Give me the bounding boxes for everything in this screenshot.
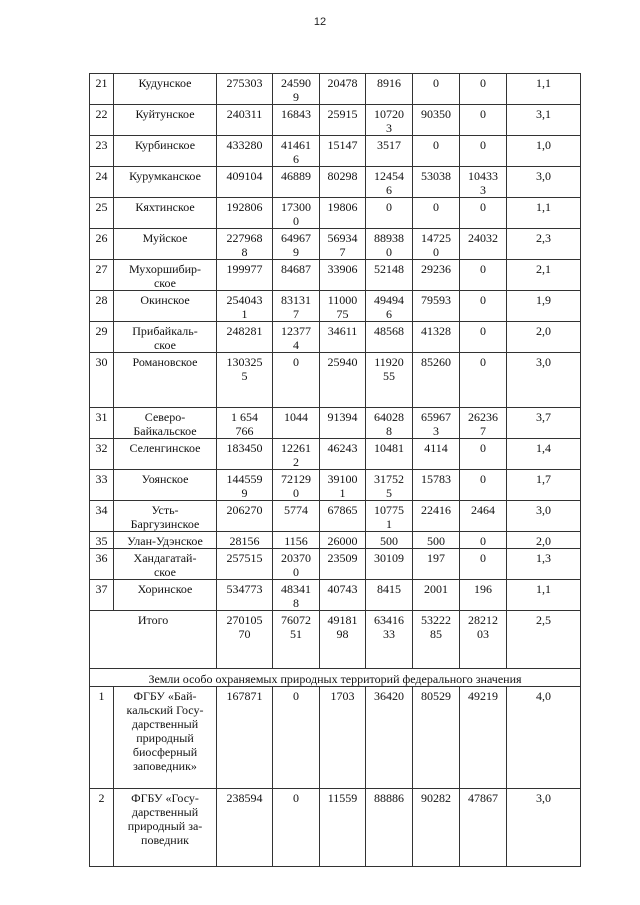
value-cell-2: 16843 [273, 105, 320, 136]
settlement-name: Прибайкаль- ское [114, 322, 217, 353]
table-row [90, 549, 581, 580]
row-number: 26 [90, 229, 114, 260]
table-row [90, 322, 581, 353]
value-cell-6: 196 [460, 580, 507, 611]
row-number: 1 [90, 687, 114, 789]
table-row [90, 470, 581, 501]
value-cell-4: 11920 55 [366, 353, 413, 408]
table-row [90, 291, 581, 322]
row-number: 37 [90, 580, 114, 611]
settlement-name: Кудунское [114, 74, 217, 105]
coefficient-cell: 1,9 [507, 291, 581, 322]
value-cell-1: 409104 [217, 167, 273, 198]
settlement-name: Селенгинское [114, 439, 217, 470]
table-row [90, 229, 581, 260]
value-cell-4: 88886 [366, 789, 413, 867]
value-cell-4: 64028 8 [366, 408, 413, 439]
value-cell-4: 8916 [366, 74, 413, 105]
total-row [90, 611, 581, 669]
table-row [90, 353, 581, 408]
value-cell-6: 0 [460, 291, 507, 322]
territory-name: ФГБУ «Бай- кальский Госу- дарственный природный биосферный заповедник» [114, 687, 217, 789]
table-row [90, 105, 581, 136]
value-cell-1: 192806 [217, 198, 273, 229]
value-cell-3: 1703 [320, 687, 366, 789]
section-title: Земли особо охраняемых природных территорий федерального значения [90, 669, 581, 687]
value-cell-2: 17300 0 [273, 198, 320, 229]
settlement-name: Усть- Баргузинское [114, 501, 217, 532]
value-cell-2: 1156 [273, 532, 320, 549]
value-cell-1: 227968 8 [217, 229, 273, 260]
value-cell-3: 40743 [320, 580, 366, 611]
value-cell-4: 12454 6 [366, 167, 413, 198]
value-cell-2: 5774 [273, 501, 320, 532]
value-cell-2: 0 [273, 789, 320, 867]
value-cell-2: 84687 [273, 260, 320, 291]
total-value-1: 270105 70 [217, 611, 273, 669]
value-cell-4: 36420 [366, 687, 413, 789]
settlement-name: Романовское [114, 353, 217, 408]
value-cell-5: 14725 0 [413, 229, 460, 260]
protected-territory-row [90, 687, 581, 789]
value-cell-2: 1044 [273, 408, 320, 439]
value-cell-2: 41461 6 [273, 136, 320, 167]
coefficient-cell: 2,1 [507, 260, 581, 291]
value-cell-6: 0 [460, 470, 507, 501]
value-cell-1: 183450 [217, 439, 273, 470]
value-cell-4: 0 [366, 198, 413, 229]
coefficient-cell: 3,0 [507, 789, 581, 867]
page-number: 12 [313, 16, 327, 28]
value-cell-1: 433280 [217, 136, 273, 167]
settlement-name: Муйское [114, 229, 217, 260]
value-cell-1: 248281 [217, 322, 273, 353]
value-cell-6: 0 [460, 532, 507, 549]
value-cell-2: 12261 2 [273, 439, 320, 470]
value-cell-5: 4114 [413, 439, 460, 470]
value-cell-6: 0 [460, 136, 507, 167]
value-cell-5: 80529 [413, 687, 460, 789]
table-row [90, 260, 581, 291]
table-row [90, 580, 581, 611]
coefficient-cell: 1,4 [507, 439, 581, 470]
value-cell-1: 144559 9 [217, 470, 273, 501]
row-number: 25 [90, 198, 114, 229]
value-cell-5: 0 [413, 74, 460, 105]
value-cell-2: 48341 8 [273, 580, 320, 611]
protected-territory-row [90, 789, 581, 867]
table-row [90, 408, 581, 439]
value-cell-5: 29236 [413, 260, 460, 291]
value-cell-5: 2001 [413, 580, 460, 611]
row-number: 29 [90, 322, 114, 353]
total-value-5: 53222 85 [413, 611, 460, 669]
value-cell-1: 206270 [217, 501, 273, 532]
value-cell-5: 15783 [413, 470, 460, 501]
value-cell-4: 49494 6 [366, 291, 413, 322]
row-number: 30 [90, 353, 114, 408]
value-cell-4: 88938 0 [366, 229, 413, 260]
value-cell-5: 0 [413, 198, 460, 229]
value-cell-3: 67865 [320, 501, 366, 532]
settlement-name: Куйтунское [114, 105, 217, 136]
coefficient-cell: 3,0 [507, 353, 581, 408]
settlement-name: Хандагатай- ское [114, 549, 217, 580]
settlement-name: Уоянское [114, 470, 217, 501]
value-cell-5: 85260 [413, 353, 460, 408]
value-cell-4: 3517 [366, 136, 413, 167]
row-number: 23 [90, 136, 114, 167]
value-cell-1: 238594 [217, 789, 273, 867]
value-cell-3: 34611 [320, 322, 366, 353]
value-cell-6: 0 [460, 260, 507, 291]
value-cell-3: 15147 [320, 136, 366, 167]
coefficient-cell: 3,7 [507, 408, 581, 439]
value-cell-4: 10775 1 [366, 501, 413, 532]
row-number: 27 [90, 260, 114, 291]
row-number: 31 [90, 408, 114, 439]
settlement-name: Улан-Удэнское [114, 532, 217, 549]
settlement-name: Кяхтинское [114, 198, 217, 229]
value-cell-4: 10720 3 [366, 105, 413, 136]
value-cell-4: 31752 5 [366, 470, 413, 501]
value-cell-6: 0 [460, 439, 507, 470]
table-row [90, 501, 581, 532]
coefficient-cell: 3,1 [507, 105, 581, 136]
row-number: 33 [90, 470, 114, 501]
value-cell-5: 197 [413, 549, 460, 580]
value-cell-1: 240311 [217, 105, 273, 136]
value-cell-5: 79593 [413, 291, 460, 322]
value-cell-1: 254043 1 [217, 291, 273, 322]
value-cell-2: 0 [273, 687, 320, 789]
value-cell-6: 10433 3 [460, 167, 507, 198]
value-cell-1: 275303 [217, 74, 273, 105]
coefficient-cell: 2,0 [507, 532, 581, 549]
settlement-name: Курбинское [114, 136, 217, 167]
value-cell-5: 90282 [413, 789, 460, 867]
settlement-name: Хоринское [114, 580, 217, 611]
coefficient-cell: 2,3 [507, 229, 581, 260]
row-number: 24 [90, 167, 114, 198]
value-cell-1: 130325 5 [217, 353, 273, 408]
value-cell-4: 30109 [366, 549, 413, 580]
value-cell-6: 2464 [460, 501, 507, 532]
settlement-name: Курумканское [114, 167, 217, 198]
land-valuation-table [89, 73, 581, 867]
value-cell-2: 20370 0 [273, 549, 320, 580]
value-cell-6: 24032 [460, 229, 507, 260]
table-row [90, 167, 581, 198]
value-cell-2: 24590 9 [273, 74, 320, 105]
row-number: 35 [90, 532, 114, 549]
value-cell-3: 25915 [320, 105, 366, 136]
value-cell-3: 20478 [320, 74, 366, 105]
settlement-name: Северо- Байкальское [114, 408, 217, 439]
value-cell-2: 46889 [273, 167, 320, 198]
row-number: 2 [90, 789, 114, 867]
total-value-6: 28212 03 [460, 611, 507, 669]
value-cell-4: 48568 [366, 322, 413, 353]
total-value-2: 76072 51 [273, 611, 320, 669]
value-cell-3: 39100 1 [320, 470, 366, 501]
row-number: 22 [90, 105, 114, 136]
value-cell-6: 0 [460, 353, 507, 408]
value-cell-6: 0 [460, 549, 507, 580]
value-cell-1: 534773 [217, 580, 273, 611]
value-cell-3: 11000 75 [320, 291, 366, 322]
coefficient-cell: 1,0 [507, 136, 581, 167]
value-cell-2: 64967 9 [273, 229, 320, 260]
row-number: 34 [90, 501, 114, 532]
value-cell-5: 53038 [413, 167, 460, 198]
coefficient-cell: 1,1 [507, 198, 581, 229]
value-cell-6: 47867 [460, 789, 507, 867]
table-row [90, 136, 581, 167]
value-cell-6: 49219 [460, 687, 507, 789]
value-cell-3: 46243 [320, 439, 366, 470]
value-cell-3: 19806 [320, 198, 366, 229]
row-number: 36 [90, 549, 114, 580]
table-row [90, 439, 581, 470]
value-cell-3: 25940 [320, 353, 366, 408]
value-cell-3: 91394 [320, 408, 366, 439]
coefficient-cell: 1,3 [507, 549, 581, 580]
coefficient-cell: 1,1 [507, 580, 581, 611]
value-cell-2: 12377 4 [273, 322, 320, 353]
value-cell-3: 26000 [320, 532, 366, 549]
value-cell-1: 257515 [217, 549, 273, 580]
table-row [90, 198, 581, 229]
value-cell-2: 72129 0 [273, 470, 320, 501]
value-cell-3: 23509 [320, 549, 366, 580]
table-row [90, 74, 581, 105]
total-value-4: 63416 33 [366, 611, 413, 669]
territory-name: ФГБУ «Госу- дарственный природный за- поведник [114, 789, 217, 867]
value-cell-6: 0 [460, 322, 507, 353]
value-cell-4: 500 [366, 532, 413, 549]
value-cell-5: 500 [413, 532, 460, 549]
row-number: 32 [90, 439, 114, 470]
row-number: 21 [90, 74, 114, 105]
value-cell-3: 80298 [320, 167, 366, 198]
coefficient-cell: 1,1 [507, 74, 581, 105]
table-row [90, 532, 581, 549]
value-cell-1: 1 654 766 [217, 408, 273, 439]
value-cell-3: 56934 7 [320, 229, 366, 260]
value-cell-1: 167871 [217, 687, 273, 789]
value-cell-5: 65967 3 [413, 408, 460, 439]
value-cell-5: 90350 [413, 105, 460, 136]
value-cell-5: 0 [413, 136, 460, 167]
value-cell-4: 8415 [366, 580, 413, 611]
coefficient-cell: 2,0 [507, 322, 581, 353]
value-cell-5: 41328 [413, 322, 460, 353]
value-cell-6: 26236 7 [460, 408, 507, 439]
value-cell-4: 52148 [366, 260, 413, 291]
row-number: 28 [90, 291, 114, 322]
coefficient-cell: 3,0 [507, 167, 581, 198]
total-coefficient: 2,5 [507, 611, 581, 669]
total-value-3: 49181 98 [320, 611, 366, 669]
value-cell-1: 28156 [217, 532, 273, 549]
value-cell-5: 22416 [413, 501, 460, 532]
coefficient-cell: 3,0 [507, 501, 581, 532]
value-cell-2: 0 [273, 353, 320, 408]
value-cell-3: 11559 [320, 789, 366, 867]
coefficient-cell: 1,7 [507, 470, 581, 501]
value-cell-6: 0 [460, 198, 507, 229]
value-cell-2: 83131 7 [273, 291, 320, 322]
total-label: Итого [90, 611, 217, 669]
value-cell-3: 33906 [320, 260, 366, 291]
section-header-row [90, 669, 581, 687]
settlement-name: Мухоршибир- ское [114, 260, 217, 291]
value-cell-1: 199977 [217, 260, 273, 291]
coefficient-cell: 4,0 [507, 687, 581, 789]
value-cell-6: 0 [460, 74, 507, 105]
value-cell-4: 10481 [366, 439, 413, 470]
value-cell-6: 0 [460, 105, 507, 136]
settlement-name: Окинское [114, 291, 217, 322]
